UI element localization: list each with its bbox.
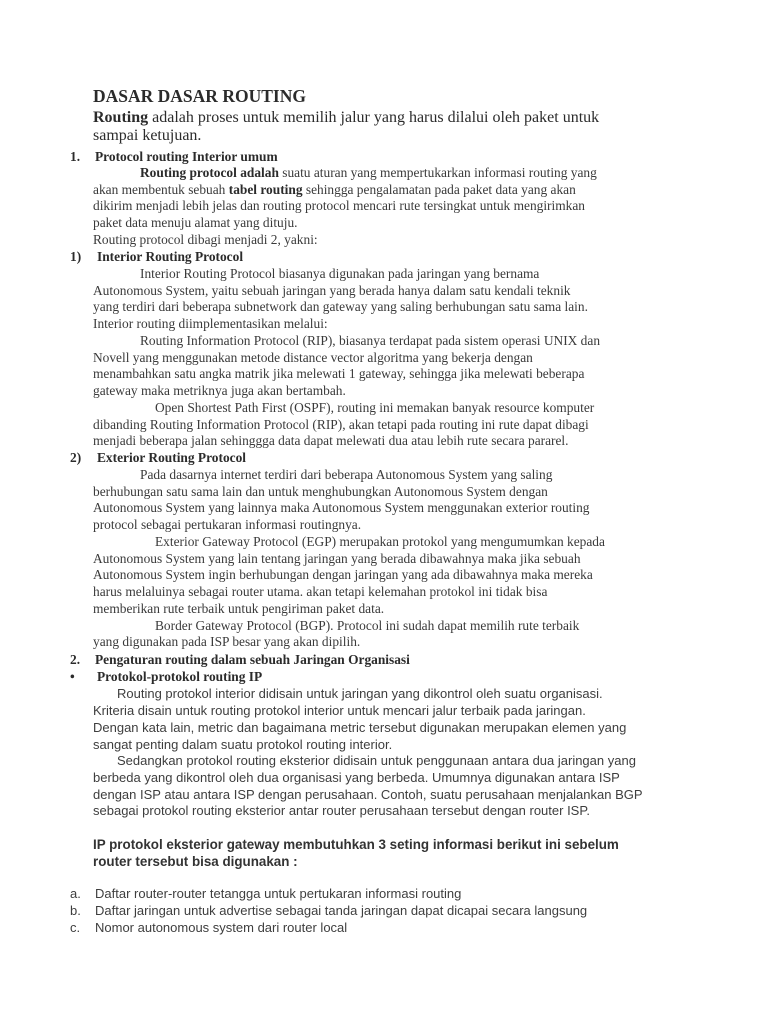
paragraph-line: gateway maka metriknya juga akan bertambah.	[93, 383, 346, 398]
subsection-2-number: 2)	[70, 450, 82, 465]
list-item: Nomor autonomous system dari router local	[95, 920, 348, 935]
paragraph-line: paket data menuju alamat yang dituju.	[93, 215, 298, 230]
paragraph-line: protocol sebagai pertukaran informasi routingnya.	[93, 517, 362, 532]
paragraph-line: Autonomous System yang lain tentang jaringan yang berada dibawahnya maka jika sebuah	[93, 551, 581, 566]
list-item: Daftar router-router tetangga untuk pertukaran informasi routing	[95, 886, 462, 901]
paragraph-line: sebagai protokol routing eksterior antar router perusahaan tersebut dengan router ISP.	[93, 803, 590, 818]
p1-text: sehingga pengalamatan pada paket data yang akan	[302, 182, 576, 197]
list-marker: c.	[70, 920, 81, 935]
document-title: DASAR DASAR ROUTING	[93, 86, 306, 106]
ip-eksterior-heading-line-2: router tersebut bisa digunakan :	[93, 854, 298, 869]
ip-eksterior-heading-line-1: IP protokol eksterior gateway membutuhkan 3 seting informasi berikut ini sebelum	[93, 837, 619, 852]
paragraph-line: sangat penting dalam suatu protokol routing interior.	[93, 737, 393, 752]
paragraph-line: harus melaluinya sebagai router utama. akan tetapi kelemahan protokol ini tidak bisa	[93, 584, 548, 599]
paragraph-line: memberikan rute terbaik untuk pengiriman paket data.	[93, 601, 385, 616]
paragraph-line	[93, 181, 576, 198]
bullet-title: Protokol-protokol routing IP	[97, 669, 263, 684]
p1-bold: Routing protocol adalah	[140, 165, 279, 180]
p1-text: suatu aturan yang mempertukarkan informasi routing yang	[278, 165, 597, 180]
paragraph-line: berbeda yang dikontrol oleh dua organisasi yang berbeda. Umumnya digunakan antara ISP	[93, 770, 620, 785]
paragraph-line: dibanding Routing Information Protocol (RIP), akan tetapi pada routing ini rute dapat dibagi	[93, 417, 589, 432]
section-1-title: Protocol routing Interior umum	[95, 149, 278, 164]
subsection-1-number: 1)	[70, 249, 82, 264]
paragraph-line: dikirim menjadi lebih jelas dan routing protocol mencari rute tersingkat untuk mengirimkan	[93, 198, 585, 213]
p1-bold-term: tabel routing	[228, 182, 303, 197]
intro-line-2: sampai ketujuan.	[93, 127, 202, 144]
list-marker: a.	[70, 886, 81, 901]
paragraph-line: yang terdiri dari beberapa subnetwork dan gateway yang saling berhubungan satu sama lain.	[93, 299, 588, 314]
paragraph-line: Novell yang menggunakan metode distance vector algoritma yang bekerja dengan	[93, 350, 533, 365]
paragraph-line: Sedangkan protokol routing eksterior didisain untuk penggunaan antara dua jaringan yang	[117, 753, 636, 768]
paragraph-line: Interior Routing Protocol biasanya digunakan pada jaringan yang bernama	[140, 266, 540, 281]
paragraph-line: Autonomous System, yaitu sebuah jaringan yang berada hanya dalam satu kendali teknik	[93, 283, 571, 298]
paragraph-line: Routing protocol dibagi menjadi 2, yakni:	[93, 232, 318, 247]
bullet-marker: •	[70, 669, 75, 684]
paragraph-line: Exterior Gateway Protocol (EGP) merupakan protokol yang mengumumkan kepada	[155, 534, 605, 549]
subsection-2-title: Exterior Routing Protocol	[97, 450, 247, 465]
intro-rest: adalah proses untuk memilih jalur yang harus dilalui oleh paket untuk	[148, 109, 600, 126]
paragraph-line: Autonomous System yang lainnya maka Autonomous System menggunakan exterior routing	[93, 500, 590, 515]
section-2-title: Pengaturan routing dalam sebuah Jaringan Organisasi	[95, 652, 410, 667]
paragraph-line: Border Gateway Protocol (BGP). Protocol ini sudah dapat memilih rute terbaik	[155, 618, 580, 633]
paragraph-line: Open Shortest Path First (OSPF), routing ini memakan banyak resource komputer	[155, 400, 595, 415]
p1-text: akan membentuk sebuah	[93, 182, 229, 197]
paragraph-line: Pada dasarnya internet terdiri dari beberapa Autonomous System yang saling	[140, 467, 553, 482]
paragraph-line: dengan ISP atau antara ISP dengan perusahaan. Contoh, suatu perusahaan menjalankan BGP	[93, 787, 643, 802]
paragraph-line: Routing Information Protocol (RIP), biasanya terdapat pada sistem operasi UNIX dan	[140, 333, 601, 348]
list-item: Daftar jaringan untuk advertise sebagai tanda jaringan dapat dicapai secara langsung	[95, 903, 588, 918]
intro-bold: Routing	[93, 109, 149, 126]
paragraph-line: Autonomous System ingin berhubungan dengan jaringan yang ada dibawahnya maka mereka	[93, 567, 593, 582]
paragraph-line: Kriteria disain untuk routing protokol interior untuk mencari jalur terbaik pada jaringan.	[93, 703, 586, 718]
paragraph-line: menambahkan satu angka matrik jika melewati 1 gateway, sehingga jika melewati beberapa	[93, 366, 585, 381]
paragraph-line: berhubungan satu sama lain dan untuk menghubungkan Autonomous System dengan	[93, 484, 548, 499]
paragraph-line: Interior routing diimplementasikan melalui:	[93, 316, 328, 331]
paragraph-line: Dengan kata lain, metric dan bagaimana metric tersebut digunakan merupakan elemen yang	[93, 720, 627, 735]
section-2-number: 2.	[70, 652, 81, 667]
paragraph-line: menjadi beberapa jalan sehinggga data dapat melewati dua atau lebih rute secara pararel.	[93, 433, 569, 448]
subsection-1-title: Interior Routing Protocol	[97, 249, 244, 264]
section-1-number: 1.	[70, 149, 81, 164]
paragraph-line: yang digunakan pada ISP besar yang akan dipilih.	[93, 634, 361, 649]
list-marker: b.	[70, 903, 81, 918]
paragraph-line	[140, 164, 597, 181]
intro-line-1	[93, 109, 599, 126]
paragraph-line: Routing protokol interior didisain untuk jaringan yang dikontrol oleh suatu organisasi.	[117, 686, 603, 701]
